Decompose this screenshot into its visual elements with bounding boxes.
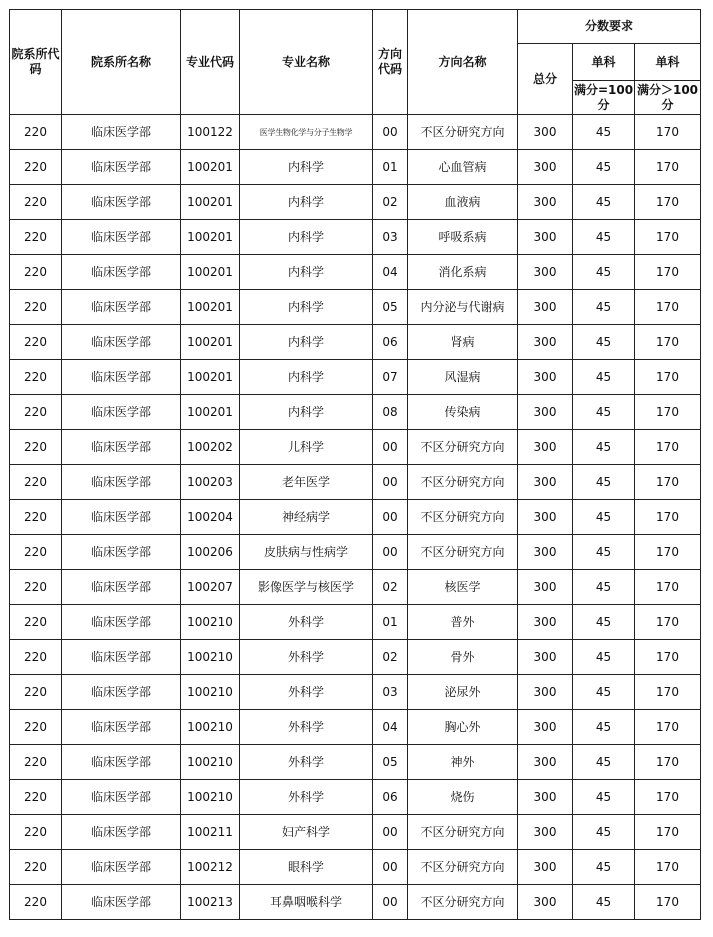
major-code-cell: 100207 (181, 570, 240, 605)
single-over-100-cell: 170 (635, 850, 701, 885)
direction-name-cell: 不区分研究方向 (408, 500, 518, 535)
major-code-cell: 100210 (181, 780, 240, 815)
major-name-cell: 内科学 (240, 290, 373, 325)
direction-code-cell: 00 (373, 885, 408, 920)
total-score-cell: 300 (518, 885, 573, 920)
total-score-cell: 300 (518, 745, 573, 780)
table-row (10, 815, 701, 850)
dept-code-cell: 220 (10, 500, 62, 535)
single-100-cell: 45 (573, 710, 635, 745)
dept-code-cell: 220 (10, 535, 62, 570)
table-row (10, 570, 701, 605)
dept-code-cell: 220 (10, 815, 62, 850)
header-dept-name: 院系所名称 (62, 10, 181, 115)
table-row (10, 675, 701, 710)
major-name-cell: 外科学 (240, 675, 373, 710)
dept-code-cell: 220 (10, 675, 62, 710)
dept-code-cell: 220 (10, 885, 62, 920)
single-over-100-cell: 170 (635, 395, 701, 430)
major-name-cell: 内科学 (240, 325, 373, 360)
direction-name-cell: 泌尿外 (408, 675, 518, 710)
major-name-cell: 外科学 (240, 710, 373, 745)
single-over-100-cell: 170 (635, 360, 701, 395)
direction-code-cell: 00 (373, 465, 408, 500)
major-code-cell: 100201 (181, 150, 240, 185)
major-code-cell: 100201 (181, 220, 240, 255)
single-over-100-cell: 170 (635, 255, 701, 290)
table-row (10, 185, 701, 220)
total-score-cell: 300 (518, 115, 573, 150)
table-row (10, 885, 701, 920)
dept-code-cell: 220 (10, 220, 62, 255)
dept-code-cell: 220 (10, 290, 62, 325)
table-row (10, 430, 701, 465)
direction-name-cell: 神外 (408, 745, 518, 780)
header-score-requirements: 分数要求 (518, 10, 701, 44)
major-code-cell: 100212 (181, 850, 240, 885)
direction-name-cell: 不区分研究方向 (408, 815, 518, 850)
direction-name-cell: 不区分研究方向 (408, 885, 518, 920)
table-row (10, 535, 701, 570)
direction-code-cell: 01 (373, 605, 408, 640)
direction-name-cell: 普外 (408, 605, 518, 640)
table-row (10, 780, 701, 815)
dept-code-cell: 220 (10, 255, 62, 290)
total-score-cell: 300 (518, 710, 573, 745)
dept-name-cell: 临床医学部 (62, 850, 181, 885)
total-score-cell: 300 (518, 360, 573, 395)
single-over-100-cell: 170 (635, 465, 701, 500)
total-score-cell: 300 (518, 815, 573, 850)
total-score-cell: 300 (518, 185, 573, 220)
single-over-100-cell: 170 (635, 185, 701, 220)
direction-code-cell: 00 (373, 500, 408, 535)
total-score-cell: 300 (518, 605, 573, 640)
direction-code-cell: 06 (373, 780, 408, 815)
direction-name-cell: 心血管病 (408, 150, 518, 185)
total-score-cell: 300 (518, 395, 573, 430)
dept-code-cell: 220 (10, 430, 62, 465)
direction-name-cell: 不区分研究方向 (408, 535, 518, 570)
major-name-cell: 耳鼻咽喉科学 (240, 885, 373, 920)
direction-name-cell: 血液病 (408, 185, 518, 220)
major-code-cell: 100122 (181, 115, 240, 150)
single-100-cell: 45 (573, 255, 635, 290)
total-score-cell: 300 (518, 150, 573, 185)
single-100-cell: 45 (573, 185, 635, 220)
direction-name-cell: 消化系病 (408, 255, 518, 290)
major-name-cell: 外科学 (240, 605, 373, 640)
table-row (10, 150, 701, 185)
dept-name-cell: 临床医学部 (62, 150, 181, 185)
dept-name-cell: 临床医学部 (62, 465, 181, 500)
major-name-cell: 内科学 (240, 220, 373, 255)
major-name-cell: 内科学 (240, 150, 373, 185)
dept-code-cell: 220 (10, 325, 62, 360)
dept-code-cell: 220 (10, 395, 62, 430)
dept-name-cell: 临床医学部 (62, 185, 181, 220)
major-name-cell: 皮肤病与性病学 (240, 535, 373, 570)
direction-code-cell: 02 (373, 570, 408, 605)
direction-code-cell: 04 (373, 255, 408, 290)
total-score-cell: 300 (518, 640, 573, 675)
direction-code-cell: 05 (373, 745, 408, 780)
direction-name-cell: 胸心外 (408, 710, 518, 745)
major-code-cell: 100213 (181, 885, 240, 920)
dept-name-cell: 临床医学部 (62, 710, 181, 745)
direction-name-cell: 风湿病 (408, 360, 518, 395)
single-over-100-cell: 170 (635, 815, 701, 850)
header-single-subject-1: 单科 (573, 44, 635, 81)
table-row (10, 360, 701, 395)
single-100-cell: 45 (573, 745, 635, 780)
single-over-100-cell: 170 (635, 710, 701, 745)
direction-code-cell: 07 (373, 360, 408, 395)
single-over-100-cell: 170 (635, 745, 701, 780)
dept-code-cell: 220 (10, 465, 62, 500)
direction-name-cell: 核医学 (408, 570, 518, 605)
direction-name-cell: 骨外 (408, 640, 518, 675)
dept-name-cell: 临床医学部 (62, 780, 181, 815)
dept-name-cell: 临床医学部 (62, 535, 181, 570)
major-code-cell: 100210 (181, 675, 240, 710)
single-100-cell: 45 (573, 115, 635, 150)
direction-code-cell: 05 (373, 290, 408, 325)
single-over-100-cell: 170 (635, 430, 701, 465)
major-code-cell: 100206 (181, 535, 240, 570)
single-over-100-cell: 170 (635, 500, 701, 535)
dept-code-cell: 220 (10, 640, 62, 675)
dept-name-cell: 临床医学部 (62, 325, 181, 360)
dept-code-cell: 220 (10, 605, 62, 640)
table-row (10, 850, 701, 885)
direction-code-cell: 06 (373, 325, 408, 360)
direction-name-cell: 呼吸系病 (408, 220, 518, 255)
major-code-cell: 100201 (181, 290, 240, 325)
major-name-cell: 神经病学 (240, 500, 373, 535)
major-code-cell: 100210 (181, 640, 240, 675)
table-header (10, 10, 701, 115)
dept-name-cell: 临床医学部 (62, 115, 181, 150)
dept-name-cell: 临床医学部 (62, 360, 181, 395)
direction-name-cell: 不区分研究方向 (408, 430, 518, 465)
total-score-cell: 300 (518, 290, 573, 325)
dept-name-cell: 临床医学部 (62, 395, 181, 430)
direction-name-cell: 不区分研究方向 (408, 465, 518, 500)
header-major-name: 专业名称 (240, 10, 373, 115)
dept-name-cell: 临床医学部 (62, 220, 181, 255)
single-100-cell: 45 (573, 500, 635, 535)
direction-code-cell: 00 (373, 430, 408, 465)
table-row (10, 465, 701, 500)
major-name-cell: 老年医学 (240, 465, 373, 500)
single-over-100-cell: 170 (635, 605, 701, 640)
table-row (10, 290, 701, 325)
header-direction-name: 方向名称 (408, 10, 518, 115)
direction-code-cell: 00 (373, 115, 408, 150)
table-row (10, 605, 701, 640)
dept-name-cell: 临床医学部 (62, 500, 181, 535)
single-100-cell: 45 (573, 150, 635, 185)
major-name-cell: 外科学 (240, 640, 373, 675)
table-row (10, 255, 701, 290)
total-score-cell: 300 (518, 325, 573, 360)
header-single-subject-2: 单科 (635, 44, 701, 81)
single-over-100-cell: 170 (635, 115, 701, 150)
total-score-cell: 300 (518, 570, 573, 605)
header-full-over-100: 满分＞100分 (635, 81, 701, 115)
direction-code-cell: 04 (373, 710, 408, 745)
table-body (10, 115, 701, 920)
direction-code-cell: 01 (373, 150, 408, 185)
dept-name-cell: 临床医学部 (62, 290, 181, 325)
single-100-cell: 45 (573, 220, 635, 255)
header-full-100: 满分=100分 (573, 81, 635, 115)
dept-name-cell: 临床医学部 (62, 430, 181, 465)
direction-name-cell: 烧伤 (408, 780, 518, 815)
direction-code-cell: 08 (373, 395, 408, 430)
dept-code-cell: 220 (10, 850, 62, 885)
major-code-cell: 100201 (181, 255, 240, 290)
direction-code-cell: 00 (373, 850, 408, 885)
total-score-cell: 300 (518, 430, 573, 465)
direction-code-cell: 00 (373, 535, 408, 570)
dept-code-cell: 220 (10, 115, 62, 150)
major-name-cell: 内科学 (240, 395, 373, 430)
total-score-cell: 300 (518, 675, 573, 710)
major-name-cell: 儿科学 (240, 430, 373, 465)
direction-code-cell: 02 (373, 640, 408, 675)
single-100-cell: 45 (573, 430, 635, 465)
single-over-100-cell: 170 (635, 570, 701, 605)
table-row (10, 710, 701, 745)
single-100-cell: 45 (573, 395, 635, 430)
dept-name-cell: 临床医学部 (62, 605, 181, 640)
table-row (10, 395, 701, 430)
major-name-cell: 影像医学与核医学 (240, 570, 373, 605)
dept-code-cell: 220 (10, 360, 62, 395)
major-code-cell: 100211 (181, 815, 240, 850)
total-score-cell: 300 (518, 500, 573, 535)
major-name-cell: 妇产科学 (240, 815, 373, 850)
direction-name-cell: 不区分研究方向 (408, 850, 518, 885)
dept-name-cell: 临床医学部 (62, 640, 181, 675)
table-row (10, 325, 701, 360)
table-row (10, 745, 701, 780)
single-100-cell: 45 (573, 605, 635, 640)
direction-code-cell: 02 (373, 185, 408, 220)
dept-code-cell: 220 (10, 780, 62, 815)
single-over-100-cell: 170 (635, 220, 701, 255)
major-code-cell: 100210 (181, 745, 240, 780)
single-over-100-cell: 170 (635, 640, 701, 675)
major-name-cell: 医学生物化学与分子生物学 (240, 115, 373, 150)
header-direction-code: 方向代码 (373, 10, 408, 115)
single-100-cell: 45 (573, 780, 635, 815)
direction-name-cell: 不区分研究方向 (408, 115, 518, 150)
dept-name-cell: 临床医学部 (62, 675, 181, 710)
dept-name-cell: 临床医学部 (62, 885, 181, 920)
total-score-cell: 300 (518, 465, 573, 500)
direction-name-cell: 肾病 (408, 325, 518, 360)
dept-code-cell: 220 (10, 150, 62, 185)
total-score-cell: 300 (518, 780, 573, 815)
single-100-cell: 45 (573, 290, 635, 325)
major-code-cell: 100202 (181, 430, 240, 465)
single-100-cell: 45 (573, 640, 635, 675)
major-code-cell: 100201 (181, 395, 240, 430)
single-100-cell: 45 (573, 535, 635, 570)
dept-code-cell: 220 (10, 710, 62, 745)
total-score-cell: 300 (518, 255, 573, 290)
total-score-cell: 300 (518, 535, 573, 570)
header-total-score: 总分 (518, 44, 573, 115)
single-100-cell: 45 (573, 850, 635, 885)
major-code-cell: 100201 (181, 185, 240, 220)
major-name-cell: 眼科学 (240, 850, 373, 885)
single-over-100-cell: 170 (635, 675, 701, 710)
single-over-100-cell: 170 (635, 780, 701, 815)
single-over-100-cell: 170 (635, 535, 701, 570)
table-row (10, 500, 701, 535)
major-code-cell: 100204 (181, 500, 240, 535)
header-major-code: 专业代码 (181, 10, 240, 115)
single-over-100-cell: 170 (635, 150, 701, 185)
single-100-cell: 45 (573, 360, 635, 395)
major-code-cell: 100201 (181, 360, 240, 395)
major-code-cell: 100201 (181, 325, 240, 360)
direction-code-cell: 00 (373, 815, 408, 850)
single-over-100-cell: 170 (635, 290, 701, 325)
single-over-100-cell: 170 (635, 885, 701, 920)
direction-code-cell: 03 (373, 675, 408, 710)
table-row (10, 220, 701, 255)
major-code-cell: 100210 (181, 710, 240, 745)
single-100-cell: 45 (573, 675, 635, 710)
direction-name-cell: 传染病 (408, 395, 518, 430)
single-100-cell: 45 (573, 325, 635, 360)
table-row (10, 640, 701, 675)
direction-code-cell: 03 (373, 220, 408, 255)
single-100-cell: 45 (573, 815, 635, 850)
single-over-100-cell: 170 (635, 325, 701, 360)
header-dept-code: 院系所代码 (10, 10, 62, 115)
major-name-cell: 内科学 (240, 185, 373, 220)
major-code-cell: 100203 (181, 465, 240, 500)
dept-code-cell: 220 (10, 185, 62, 220)
single-100-cell: 45 (573, 465, 635, 500)
dept-name-cell: 临床医学部 (62, 745, 181, 780)
dept-code-cell: 220 (10, 570, 62, 605)
dept-code-cell: 220 (10, 745, 62, 780)
direction-name-cell: 内分泌与代谢病 (408, 290, 518, 325)
single-100-cell: 45 (573, 570, 635, 605)
dept-name-cell: 临床医学部 (62, 570, 181, 605)
dept-name-cell: 临床医学部 (62, 815, 181, 850)
major-name-cell: 外科学 (240, 780, 373, 815)
single-100-cell: 45 (573, 885, 635, 920)
score-requirements-table (9, 9, 701, 920)
total-score-cell: 300 (518, 850, 573, 885)
table-row (10, 115, 701, 150)
major-name-cell: 内科学 (240, 255, 373, 290)
major-name-cell: 外科学 (240, 745, 373, 780)
dept-name-cell: 临床医学部 (62, 255, 181, 290)
total-score-cell: 300 (518, 220, 573, 255)
major-code-cell: 100210 (181, 605, 240, 640)
major-name-cell: 内科学 (240, 360, 373, 395)
